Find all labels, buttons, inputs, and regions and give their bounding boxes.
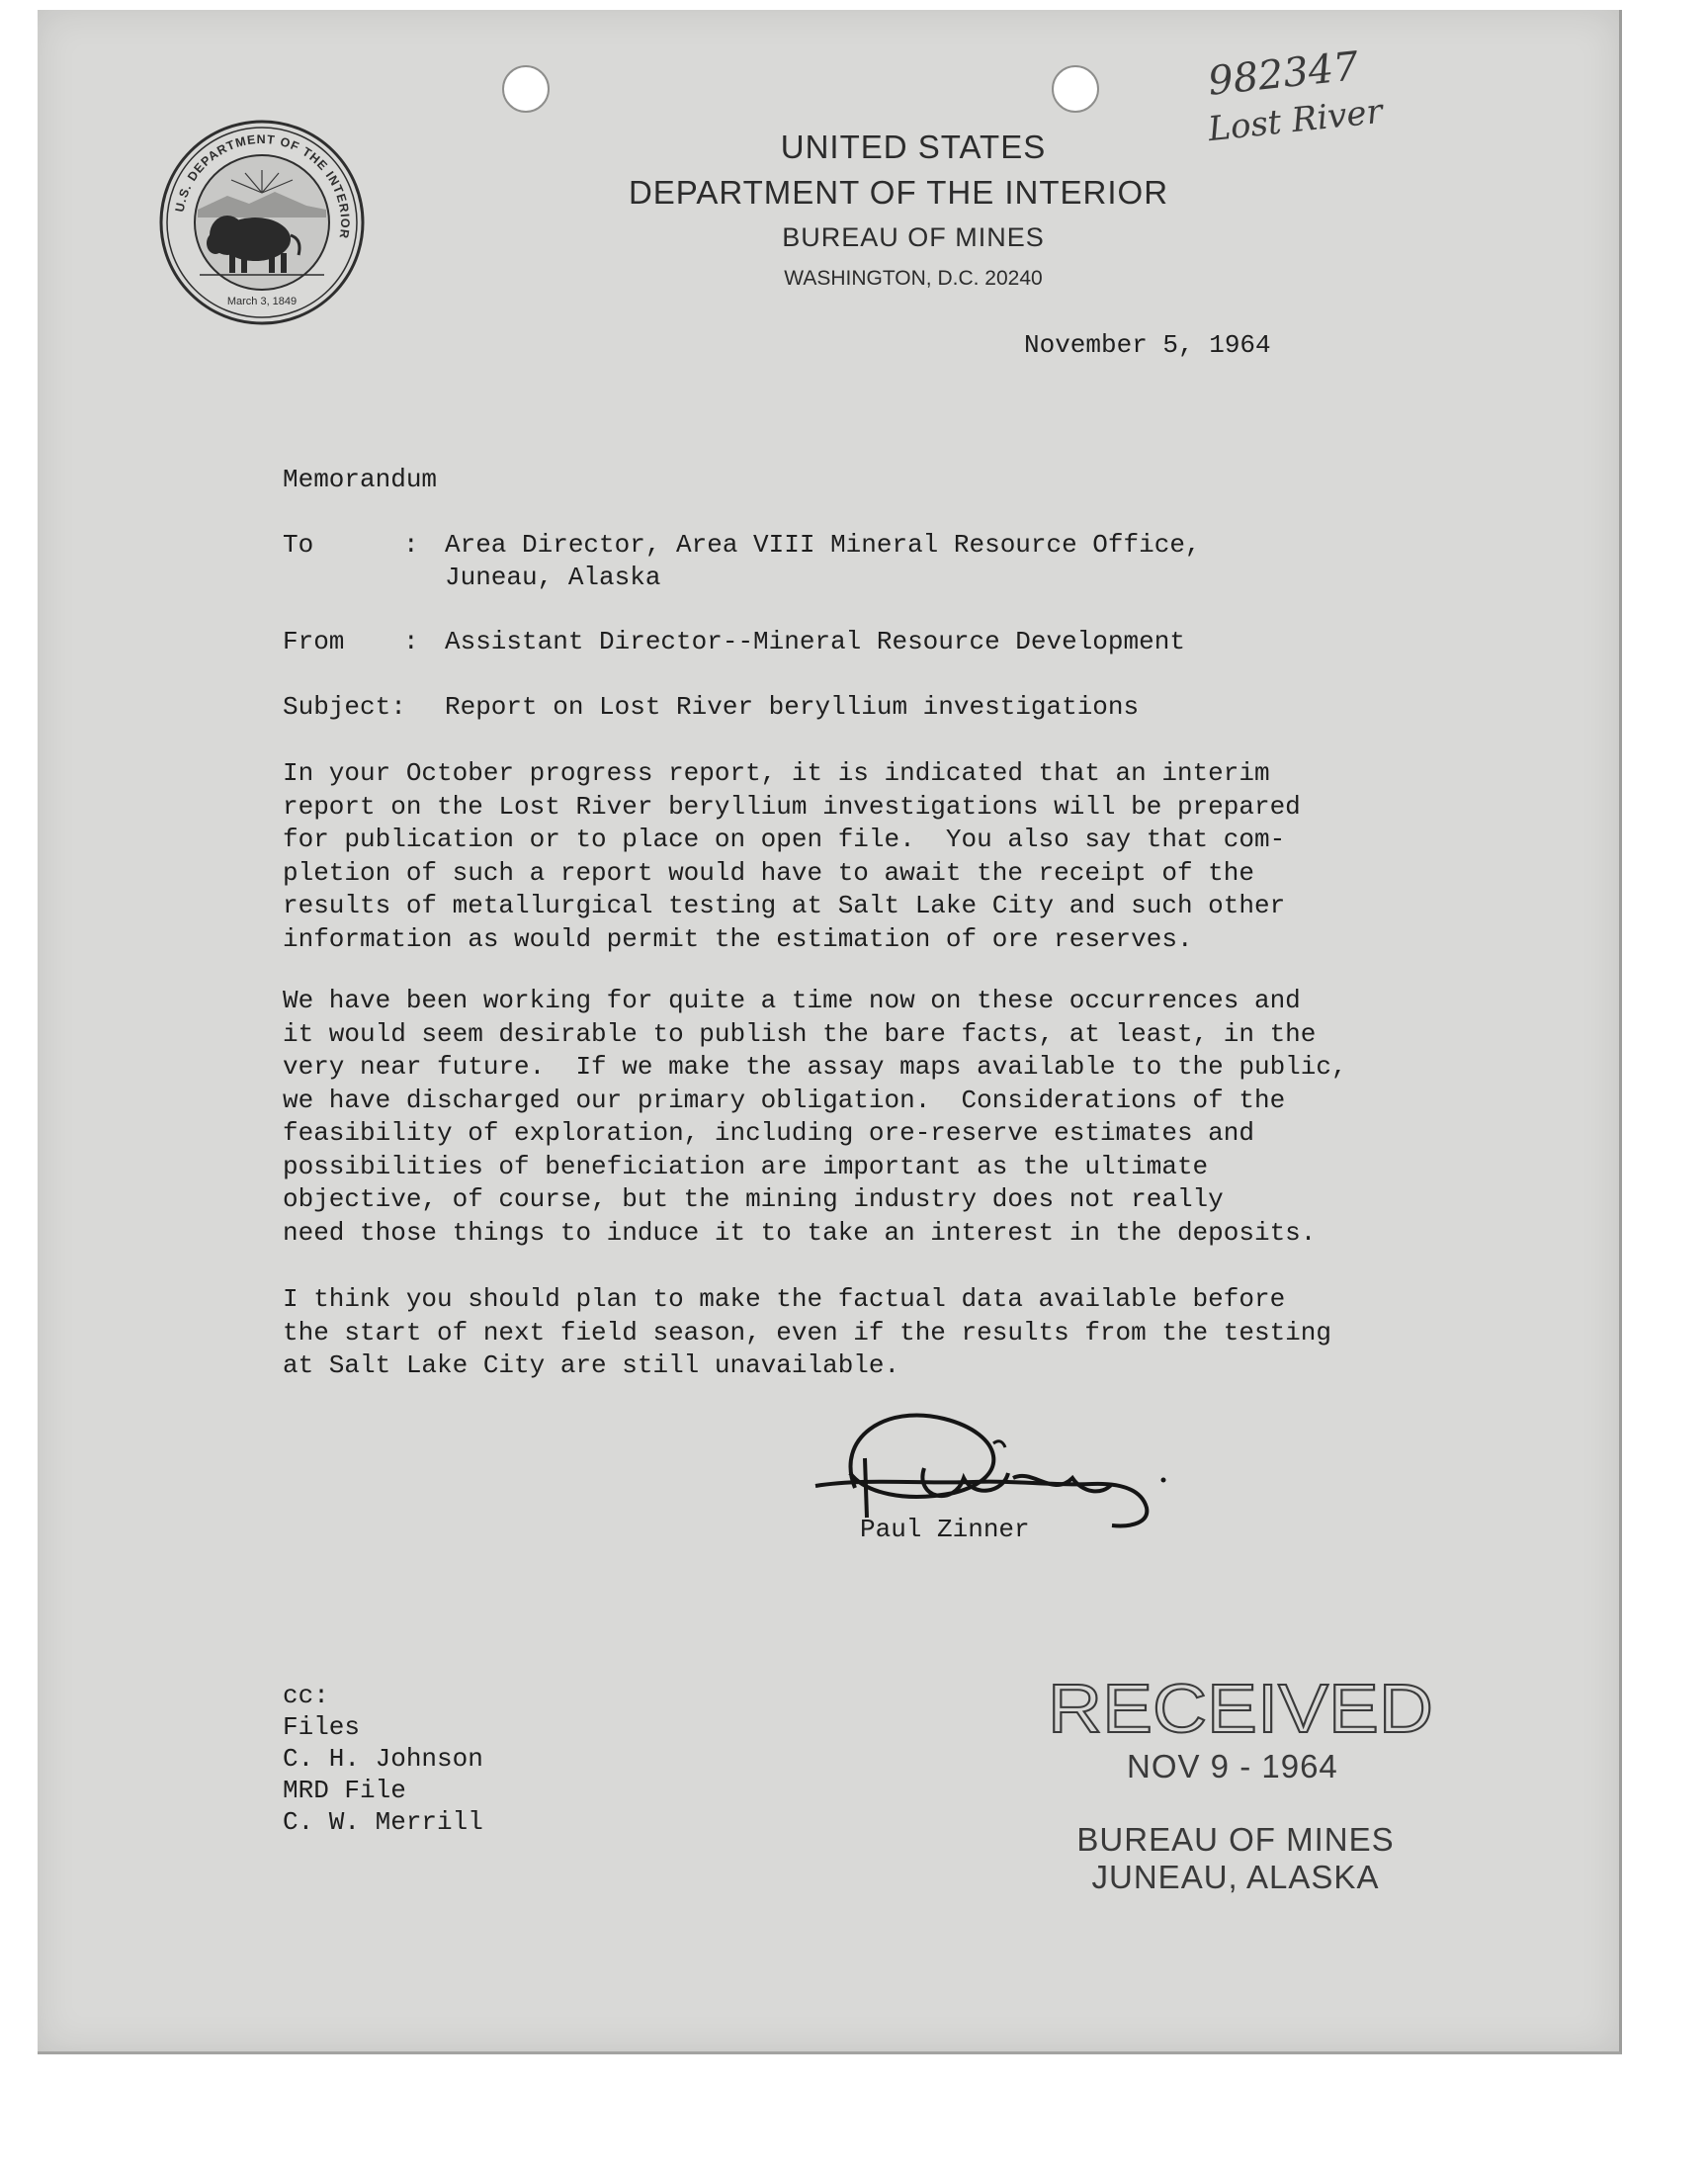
- handwritten-file-number: 982347: [1206, 44, 1361, 105]
- to-separator: :: [403, 530, 419, 560]
- stamp-office-line-1: BUREAU OF MINES: [1076, 1821, 1395, 1858]
- cc-item: C. H. Johnson: [283, 1744, 483, 1774]
- from-value: Assistant Director--Mineral Resource Development: [445, 627, 1185, 656]
- seal-date-text: March 3, 1849: [226, 296, 298, 307]
- subject-label: Subject:: [283, 692, 406, 722]
- punch-hole-right: [1052, 65, 1099, 113]
- to-label: To: [283, 530, 314, 560]
- received-stamp: [1043, 1641, 1438, 1750]
- punch-hole-left: [502, 65, 550, 113]
- to-line-2: Juneau, Alaska: [445, 563, 661, 592]
- received-stamp-date: NOV 9 - 1964: [1127, 1748, 1338, 1784]
- cc-item: MRD File: [283, 1776, 406, 1805]
- signatory-name: Paul Zinner: [860, 1515, 1030, 1544]
- stamp-office-line-2: JUNEAU, ALASKA: [1091, 1859, 1380, 1895]
- handwritten-note: Lost River: [1206, 91, 1385, 150]
- letterhead-line-3: BUREAU OF MINES: [782, 222, 1045, 252]
- cc-label: cc:: [283, 1681, 329, 1710]
- from-label: From: [283, 627, 345, 656]
- cc-item: Files: [283, 1712, 361, 1742]
- received-stamp-text: RECEIVED: [1048, 1670, 1433, 1747]
- body-paragraph-1: In your October progress report, it is indicated that an interim report on the Lost River beryllium investigations will be prepared for publication or to place on open file. You also say that com- pletion of such a report would have to await the receipt of the results of metallurgical testing at Salt Lake City and such other information as would permit the estimation of ore reserves.: [283, 758, 1301, 954]
- cc-item: C. W. Merrill: [283, 1807, 483, 1837]
- letter-date: November 5, 1964: [1024, 330, 1271, 360]
- letterhead-line-2: DEPARTMENT OF THE INTERIOR: [628, 174, 1169, 211]
- letterhead-line-4: WASHINGTON, D.C. 20240: [784, 267, 1043, 290]
- subject-value: Report on Lost River beryllium investigations: [445, 692, 1140, 722]
- body-paragraph-2: We have been working for quite a time now on these occurrences and it would seem desirable to publish the bare facts, at least, in the very near future. If we make the assay maps available to the public, we have discharged our primary obligation. Considerations of the feasibility of exploration, including ore-reserve estimates and possibilities of beneficiation are important as the ultimate objective, of course, but the mining industry does not really need those things to induce it to take an interest in the deposits.: [283, 986, 1347, 1248]
- body-paragraph-3: I think you should plan to make the factual data available before the start of next field season, even if the results from the testing at Salt Lake City are still unavailable.: [283, 1284, 1331, 1380]
- to-line-1: Area Director, Area VIII Mineral Resource Office,: [445, 530, 1201, 560]
- letterhead-line-1: UNITED STATES: [780, 129, 1047, 165]
- seal-ring-text: U.S. DEPARTMENT OF THE INTERIOR: [172, 131, 353, 240]
- memo-label: Memorandum: [283, 465, 438, 494]
- from-separator: :: [403, 627, 419, 656]
